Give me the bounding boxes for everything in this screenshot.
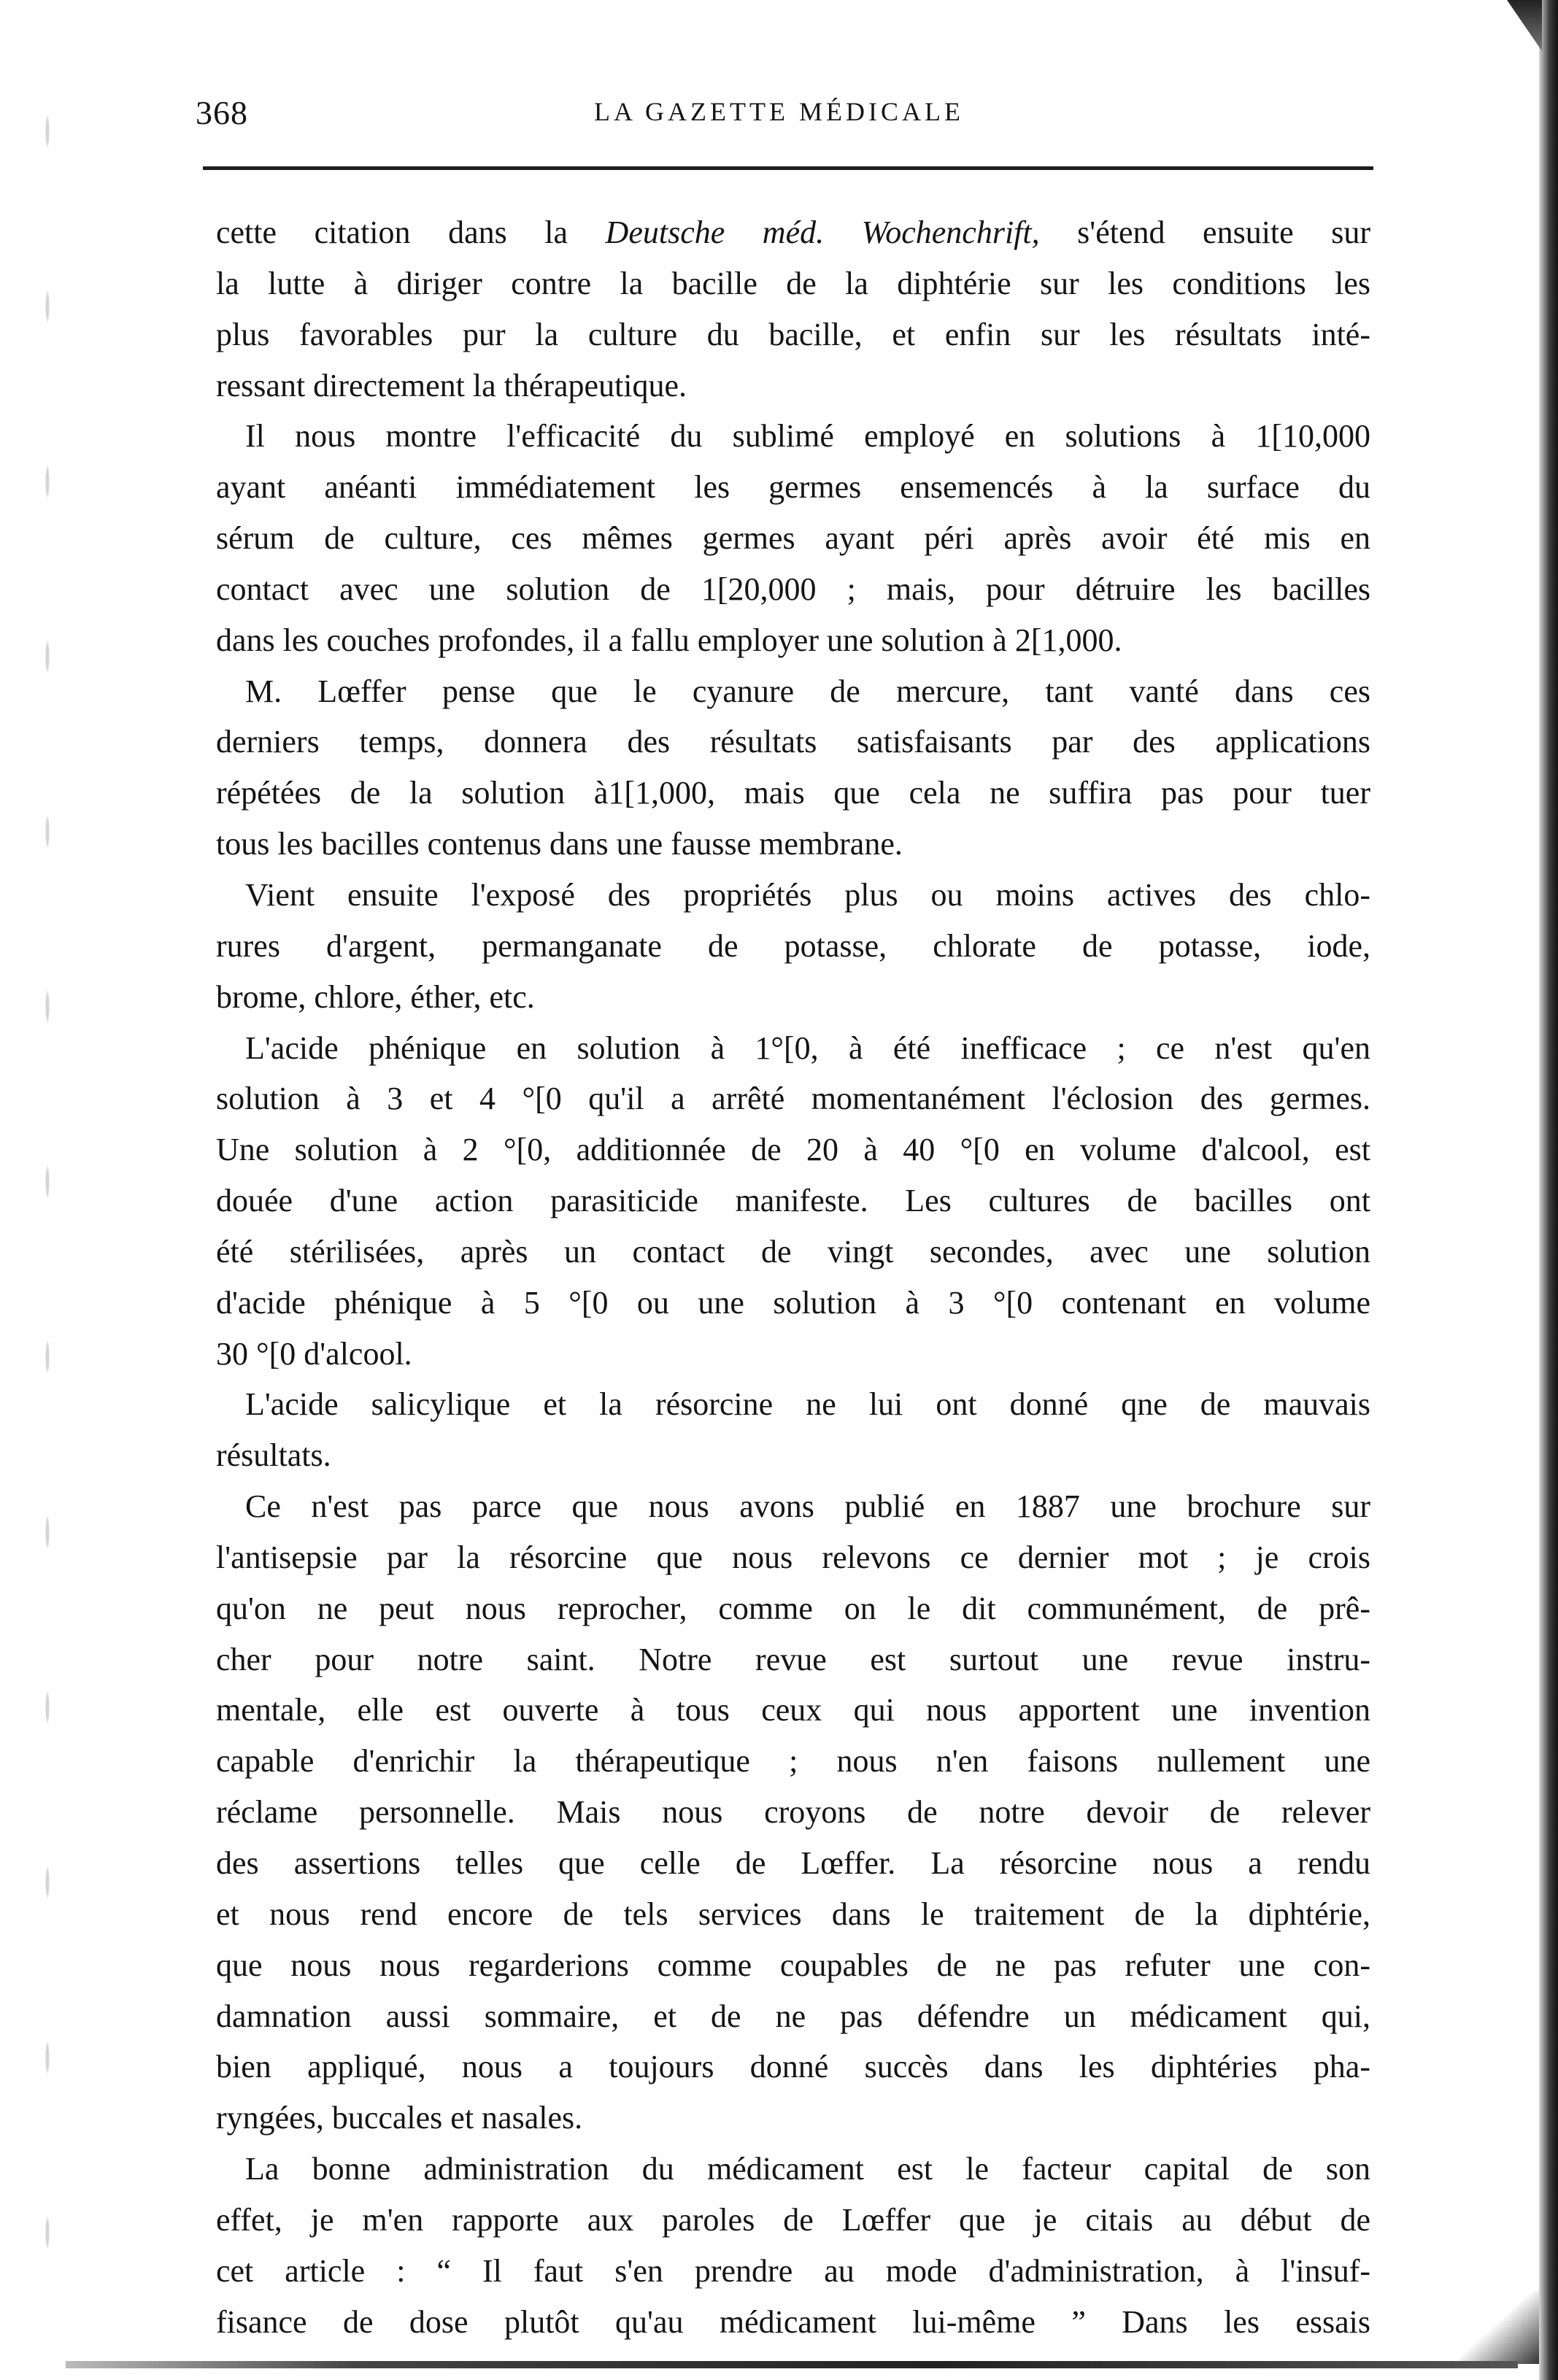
text-run: été stérilisées, après un contact de vingt secondes, avec une solution — [216, 1233, 1370, 1270]
text-run: ressant directement la thérapeutique. — [216, 367, 687, 403]
text-line — [216, 513, 1370, 564]
text-line — [216, 870, 1370, 921]
text-line — [216, 2195, 1370, 2246]
text-run: que nous nous regarderions comme coupables de ne pas refuter une con- — [216, 1947, 1370, 1983]
text-run: ryngées, buccales et nasales. — [216, 2100, 583, 2136]
text-line — [216, 2297, 1370, 2348]
text-run: fisance de dose plutôt qu'au médicament lui-même ” Dans les essais — [216, 2303, 1370, 2340]
text-run: bien appliqué, nous a toujours donné succès dans les diphtéries pha- — [216, 2049, 1370, 2085]
text-line — [216, 564, 1370, 615]
text-run: la lutte à diriger contre la bacille de la diphtérie sur les conditions les — [216, 265, 1370, 301]
text-run: contact avec une solution de 1[20,000 ; mais, pour détruire les bacilles — [216, 571, 1370, 607]
text-line — [216, 1430, 1370, 1481]
text-line — [216, 462, 1370, 513]
text-line — [216, 1940, 1370, 1991]
text-run: d'acide phénique à 5 °[0 ou une solution à 3 °[0 contenant en volume — [216, 1284, 1370, 1321]
running-title: LA GAZETTE MÉDICALE — [594, 97, 964, 126]
text-line — [216, 1889, 1370, 1940]
text-line — [216, 1124, 1370, 1175]
text-run: damnation aussi sommaire, et de ne pas défendre un médicament qui, — [216, 1998, 1370, 2034]
text-run: s'étend ensuite sur — [1039, 215, 1370, 250]
text-run: Une solution à 2 °[0, additionnée de 20 à 40 °[0 en volume d'alcool, est — [216, 1132, 1370, 1168]
body-text-column — [216, 207, 1370, 2347]
text-run: capable d'enrichir la thérapeutique ; nous n'en faisons nullement une — [216, 1743, 1370, 1780]
text-run: tous les bacilles contenus dans une fausse membrane. — [216, 826, 903, 862]
text-run: l'antisepsie par la résorcine que nous relevons ce dernier mot ; je crois — [216, 1539, 1370, 1575]
text-run: réclame personnelle. Mais nous croyons de notre devoir de relever — [216, 1794, 1370, 1831]
text-line — [216, 1583, 1370, 1634]
text-run: résultats. — [216, 1437, 331, 1474]
text-line — [216, 1787, 1370, 1838]
text-line — [216, 1379, 1370, 1430]
text-line — [216, 1685, 1370, 1736]
text-run: cher pour notre saint. Notre revue est surtout une revue instru- — [216, 1641, 1370, 1677]
text-run: brome, chlore, éther, etc. — [216, 978, 535, 1015]
text-line — [216, 360, 1370, 412]
text-line — [216, 258, 1370, 309]
text-run: Ce n'est pas parce que nous avons publié en 1887 une brochure sur — [245, 1488, 1370, 1525]
text-run: derniers temps, donnera des résultats satisfaisants par des applications — [216, 724, 1370, 760]
text-run: Il nous montre l'efficacité du sublimé employé en solutions à 1[10,000 — [245, 418, 1370, 455]
scan-right-edge — [1539, 0, 1558, 2380]
text-line — [216, 1023, 1370, 1074]
text-run: répétées de la solution à1[1,000, mais que cela ne suffira pas pour tuer — [216, 775, 1370, 811]
text-line — [216, 1073, 1370, 1124]
scan-margin-specks — [36, 44, 58, 2306]
text-run: cet article : “ Il faut s'en prendre au mode d'administration, à l'insuf- — [216, 2252, 1370, 2289]
text-run: ayant anéanti immédiatement les germes ensemencés à la surface du — [216, 469, 1370, 506]
text-line — [216, 1532, 1370, 1583]
text-run: rures d'argent, permanganate de potasse, chlorate de potasse, iode, — [216, 927, 1370, 964]
text-run: solution à 3 et 4 °[0 qu'il a arrêté momentanément l'éclosion des germes. — [216, 1081, 1370, 1117]
text-line — [216, 1226, 1370, 1278]
text-run: qu'on ne peut nous reprocher, comme on le dit communément, de prê- — [216, 1590, 1370, 1626]
scan-corner-fold — [1507, 0, 1542, 51]
text-run: dans les couches profondes, il a fallu employer une solution à 2[1,000. — [216, 622, 1122, 658]
text-run: La bonne administration du médicament est le facteur capital de son — [245, 2151, 1370, 2187]
text-run: effet, je m'en rapporte aux paroles de Lœffer que je citais au début de — [216, 2201, 1370, 2238]
text-line — [216, 1991, 1370, 2042]
page-number: 368 — [196, 94, 248, 131]
text-run: 30 °[0 d'alcool. — [216, 1335, 412, 1372]
text-run: sérum de culture, ces mêmes germes ayant péri après avoir été mis en — [216, 520, 1370, 557]
text-line — [216, 972, 1370, 1023]
text-run: L'acide salicylique et la résorcine ne lui ont donné qne de mauvais — [245, 1386, 1370, 1423]
scan-bottom-corner — [1459, 2291, 1539, 2364]
text-run: des assertions telles que celle de Lœffer. La résorcine nous a rendu — [216, 1845, 1370, 1881]
text-run: et nous rend encore de tels services dans le traitement de la diphtérie, — [216, 1896, 1370, 1932]
text-line — [216, 309, 1370, 360]
text-line — [216, 1329, 1370, 1380]
text-line — [216, 716, 1370, 768]
text-line — [216, 666, 1370, 717]
text-line — [216, 768, 1370, 819]
text-run: L'acide phénique en solution à 1°[0, à été inefficace ; ce n'est qu'en — [245, 1029, 1370, 1066]
text-line — [216, 2246, 1370, 2297]
scan-bottom-edge — [66, 2361, 1518, 2368]
header-rule — [203, 166, 1373, 170]
text-run: M. Lœffer pense que le cyanure de mercure, tant vanté dans ces — [245, 673, 1370, 709]
text-run: mentale, elle est ouverte à tous ceux qui nous apportent une invention — [216, 1692, 1370, 1728]
italic-text: Deutsche méd. Wochenchrift, — [605, 215, 1040, 250]
text-run: Vient ensuite l'exposé des propriétés plus ou moins actives des chlo- — [245, 876, 1370, 913]
text-line — [216, 1634, 1370, 1685]
text-line — [216, 615, 1370, 666]
text-line — [216, 2041, 1370, 2093]
text-line — [216, 1736, 1370, 1787]
text-line — [216, 1481, 1370, 1532]
text-run: plus favorables pur la culture du bacille, et enfin sur les résultats inté- — [216, 316, 1370, 352]
text-run: cette citation dans la — [216, 215, 606, 250]
text-line — [216, 411, 1370, 462]
text-run: douée d'une action parasiticide manifeste. Les cultures de bacilles ont — [216, 1183, 1370, 1219]
text-line — [216, 1838, 1370, 1889]
text-line — [216, 1175, 1370, 1226]
text-line — [216, 2144, 1370, 2195]
text-line — [216, 921, 1370, 972]
text-line — [216, 819, 1370, 870]
text-line — [216, 207, 1370, 258]
text-line — [216, 2093, 1370, 2144]
text-line — [216, 1278, 1370, 1329]
